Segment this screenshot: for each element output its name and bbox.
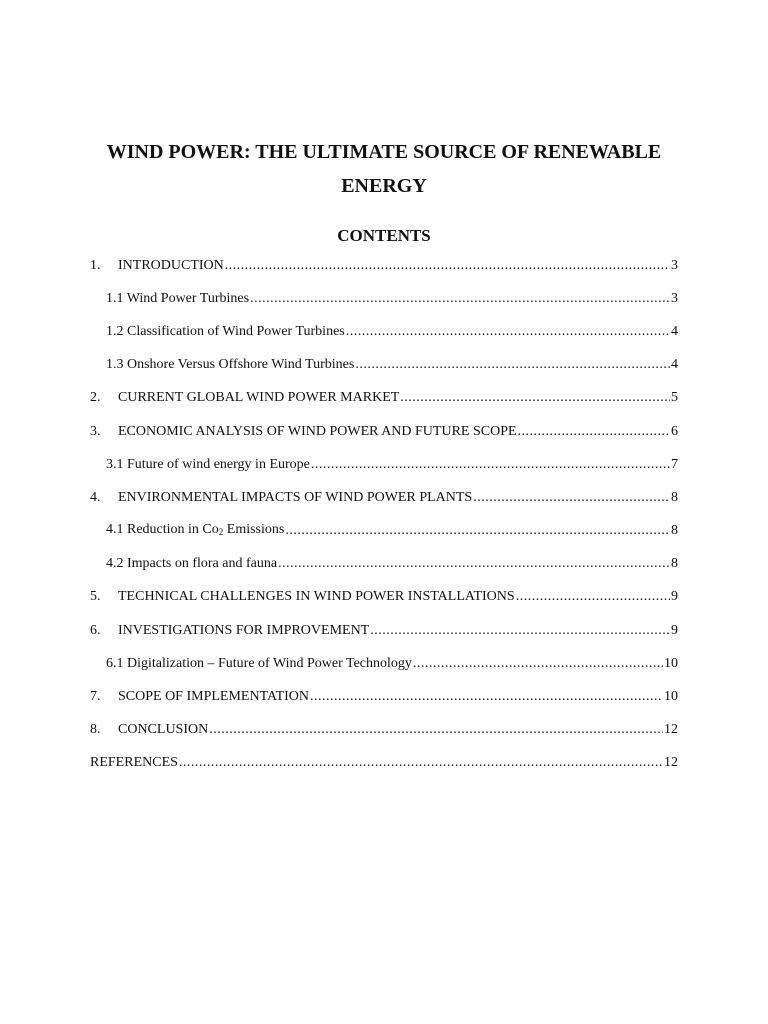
toc-dot-leader (473, 489, 670, 507)
toc-entry-number: 5. (90, 589, 101, 605)
toc-dot-leader (209, 721, 663, 739)
toc-entry-number: 6. (90, 622, 101, 638)
toc-dot-leader (518, 423, 670, 441)
toc-entry-flora-fauna[interactable] (90, 548, 678, 581)
toc-entry-co2-reduction[interactable] (90, 515, 678, 548)
toc-entry-label: ENVIRONMENTAL IMPACTS OF WIND POWER PLANTS (118, 489, 473, 505)
toc-entry-label: 1.3 Onshore Versus Offshore Wind Turbines (106, 357, 355, 373)
toc-entry-label: CONCLUSION (118, 722, 209, 738)
toc-entry-page: 10 (664, 655, 678, 671)
toc-dot-leader (355, 356, 670, 374)
toc-entry-page: 4 (671, 357, 678, 373)
toc-entry-conclusion[interactable] (90, 714, 678, 747)
toc-entry-future-europe[interactable] (90, 448, 678, 481)
toc-entry-label: 1.1 Wind Power Turbines (106, 290, 250, 306)
toc-entry-number: 7. (90, 689, 101, 705)
toc-entry-number: 1. (90, 257, 101, 273)
toc-entry-page: 4 (671, 323, 678, 339)
toc-entry-label: INVESTIGATIONS FOR IMPROVEMENT (118, 622, 370, 638)
toc-entry-label: REFERENCES (90, 755, 178, 771)
toc-entry-number: 2. (90, 390, 101, 406)
toc-entry-digitalization[interactable] (90, 647, 678, 680)
toc-dot-leader (516, 588, 670, 606)
toc-entry-label: INTRODUCTION (118, 257, 224, 273)
document-title-continued: ENERGY (341, 175, 427, 197)
toc-entry-page: 6 (671, 423, 678, 439)
toc-entry-label: ECONOMIC ANALYSIS OF WIND POWER AND FUTURE SCOPE (118, 423, 517, 439)
toc-entry-label: CURRENT GLOBAL WIND POWER MARKET (118, 390, 400, 406)
subscript-two: 2 (218, 527, 224, 538)
toc-entry-page: 12 (664, 755, 678, 771)
toc-entry-page: 9 (671, 589, 678, 605)
toc-entry-label: SCOPE OF IMPLEMENTATION (118, 689, 310, 705)
toc-entry-label: 3.1 Future of wind energy in Europe (106, 456, 310, 472)
toc-entry-number: 3. (90, 423, 101, 439)
toc-entry-page: 8 (671, 489, 678, 505)
table-of-contents (90, 249, 678, 780)
toc-dot-leader (285, 522, 670, 540)
toc-entry-page: 7 (671, 456, 678, 472)
toc-dot-leader (311, 456, 670, 474)
toc-entry-scope-implementation[interactable] (90, 680, 678, 713)
contents-heading: CONTENTS (337, 226, 431, 245)
toc-dot-leader (413, 655, 663, 673)
toc-entry-label (106, 521, 284, 541)
toc-entry-page: 8 (671, 556, 678, 572)
toc-entry-label: TECHNICAL CHALLENGES IN WIND POWER INSTALLATIONS (118, 589, 515, 605)
toc-entry-page: 9 (671, 622, 678, 638)
toc-entry-technical-challenges[interactable] (90, 581, 678, 614)
toc-entry-label-start: 4.1 Reduction in Co (106, 522, 219, 538)
toc-dot-leader (250, 290, 670, 308)
toc-entry-page: 3 (671, 290, 678, 306)
toc-entry-wind-power-turbines[interactable] (90, 282, 678, 315)
toc-dot-leader (179, 754, 663, 772)
toc-entry-classification[interactable] (90, 315, 678, 348)
toc-entry-number: 8. (90, 722, 101, 738)
toc-entry-page: 5 (671, 390, 678, 406)
toc-dot-leader (370, 622, 670, 640)
toc-entry-environmental-impacts[interactable] (90, 481, 678, 514)
toc-entry-label: 1.2 Classification of Wind Power Turbines (106, 323, 345, 339)
toc-entry-introduction[interactable] (90, 249, 678, 282)
toc-entry-page: 10 (664, 689, 678, 705)
toc-entry-onshore-offshore[interactable] (90, 349, 678, 382)
toc-entry-references[interactable] (90, 747, 678, 780)
document-title: WIND POWER: THE ULTIMATE SOURCE OF RENEWABLE (106, 141, 662, 163)
toc-entry-label: 6.1 Digitalization – Future of Wind Power Technology (106, 655, 412, 671)
toc-entry-number: 4. (90, 489, 101, 505)
toc-dot-leader (278, 555, 670, 573)
toc-entry-page: 12 (664, 722, 678, 738)
toc-dot-leader (400, 389, 670, 407)
toc-entry-page: 8 (671, 523, 678, 539)
toc-entry-global-market[interactable] (90, 382, 678, 415)
toc-entry-economic-analysis[interactable] (90, 415, 678, 448)
toc-entry-label: 4.2 Impacts on flora and fauna (106, 556, 278, 572)
toc-dot-leader (225, 257, 670, 275)
toc-entry-investigations[interactable] (90, 614, 678, 647)
toc-dot-leader (346, 323, 670, 341)
toc-entry-label-end: Emissions (223, 522, 285, 538)
toc-entry-page: 3 (671, 257, 678, 273)
toc-dot-leader (310, 688, 663, 706)
